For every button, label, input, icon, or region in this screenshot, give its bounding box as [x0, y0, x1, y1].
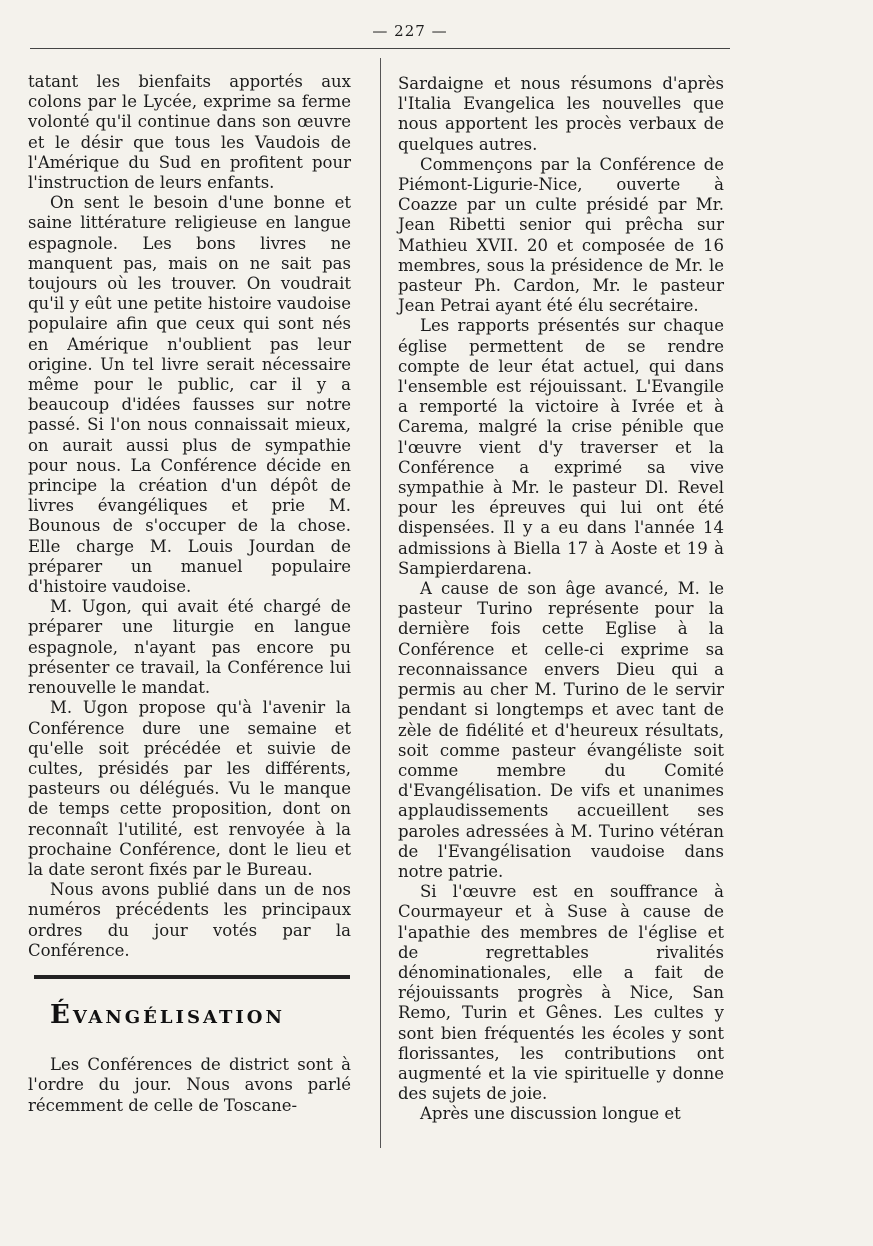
- section-divider: [34, 975, 350, 979]
- header-rule: [30, 48, 730, 49]
- page-number: — 227 —: [372, 22, 448, 40]
- paragraph: M. Ugon propose qu'à l'avenir la Conférence dure une semaine et qu'elle soit précédée et suivie de cultes, présidés par les différents, pasteurs ou délégués. Vu le manque de temps cette proposition, dont on reconnaît l'utilité, est renvoyée à la prochaine Conférence, dont le lieu et la date seront fixés par le Bureau.: [28, 698, 351, 879]
- paragraph: Après une discussion longue et: [420, 1104, 681, 1124]
- paragraph: tatant les bienfaits apportés aux colons par le Lycée, exprime sa ferme volonté qu'il continue dans son œuvre et le désir que tous les Vaudois de l'Amérique du Sud en profitent pour l'instruction de leurs enfants.: [28, 72, 351, 193]
- paragraph: Sardaigne et nous résumons d'après l'Italia Evangelica les nouvelles que nous apportent les procès verbaux de quelques autres.: [398, 74, 724, 154]
- column-divider: [380, 58, 381, 1148]
- paragraph: A cause de son âge avancé, M. le pasteur Turino représente pour la dernière fois cette Eglise à la Conférence et celle-ci exprime sa reconnaissance envers Dieu qui a permis au cher M. Turino de le servir pendant si longtemps et avec tant de zèle de fidélité et d'heureux résultats, soit comme pasteur évangéliste soit comme membre du Comité d'Evangélisation. De vifs et unanimes applaudissements accueillent ses paroles adressées à M. Turino vétéran de l'Evangélisation vaudoise dans notre patrie.: [398, 579, 724, 881]
- paragraph: On sent le besoin d'une bonne et saine littérature religieuse en langue espagnole. Les bons livres ne manquent pas, mais on ne sait pas toujours où les trouver. On voudrait qu'il y eût une petite histoire vaudoise populaire afin que ceux qui sont nés en Amérique n'oublient pas leur origine. Un tel livre serait nécessaire même pour le public, car il y a beaucoup d'idées fausses sur notre passé. Si l'on nous connaissait mieux, on aurait aussi plus de sympathie pour nous. La Conférence décide en principe la création d'un dépôt de livres évangéliques et prie M. Bounous de s'occuper de la chose. Elle charge M. Louis Jourdan de préparer un manuel populaire d'histoire vaudoise.: [28, 193, 351, 597]
- paragraph: Les rapports présentés sur chaque église permettent de se rendre compte de leur état actuel, qui dans l'ensemble est réjouissant. L'Evangile a remporté la victoire à Ivrée et à Carema, malgré la crise pénible que l'œuvre vient d'y traverser et la Conférence a exprimé sa vive sympathie à Mr. le pasteur Dl. Revel pour les épreuves qui lui ont été dispensées. Il y a eu dans l'année 14 admissions à Biella 17 à Aoste et 19 à Sampierdarena.: [398, 316, 724, 578]
- paragraph: Nous avons publié dans un de nos numéros précédents les principaux ordres du jour votés par la Conférence.: [28, 880, 351, 960]
- section-title: Évangélisation: [50, 999, 285, 1030]
- paragraph: Si l'œuvre est en souffrance à Courmayeur et à Suse à cause de l'apathie des membres de l'église et de regrettables rivalités dénominationales, elle a fait de réjouissants progrès à Nice, San Remo, Turin et Gênes. Les cultes y sont bien fréquentés les écoles y sont florissantes, les contributions ont augmenté et la vie spirituelle y donne des sujets de joie.: [398, 882, 724, 1104]
- paragraph: Les Conférences de district sont à l'ordre du jour. Nous avons parlé récemment de celle de Toscane-: [28, 1055, 351, 1115]
- paragraph: M. Ugon, qui avait été chargé de préparer une liturgie en langue espagnole, n'ayant pas encore pu présenter ce travail, la Conférence lui renouvelle le mandat.: [28, 597, 351, 698]
- left-column: [28, 72, 351, 1116]
- paragraph: Commençons par la Conférence de Piémont-Ligurie-Nice, ouverte à Coazze par un culte présidé par Mr. Jean Ribetti senior qui prêcha sur Mathieu XVII. 20 et composée de 16 membres, sous la présidence de Mr. le pasteur Ph. Cardon, Mr. le pasteur Jean Petrai ayant été élu secrétaire.: [398, 154, 724, 316]
- right-column: [398, 74, 724, 1125]
